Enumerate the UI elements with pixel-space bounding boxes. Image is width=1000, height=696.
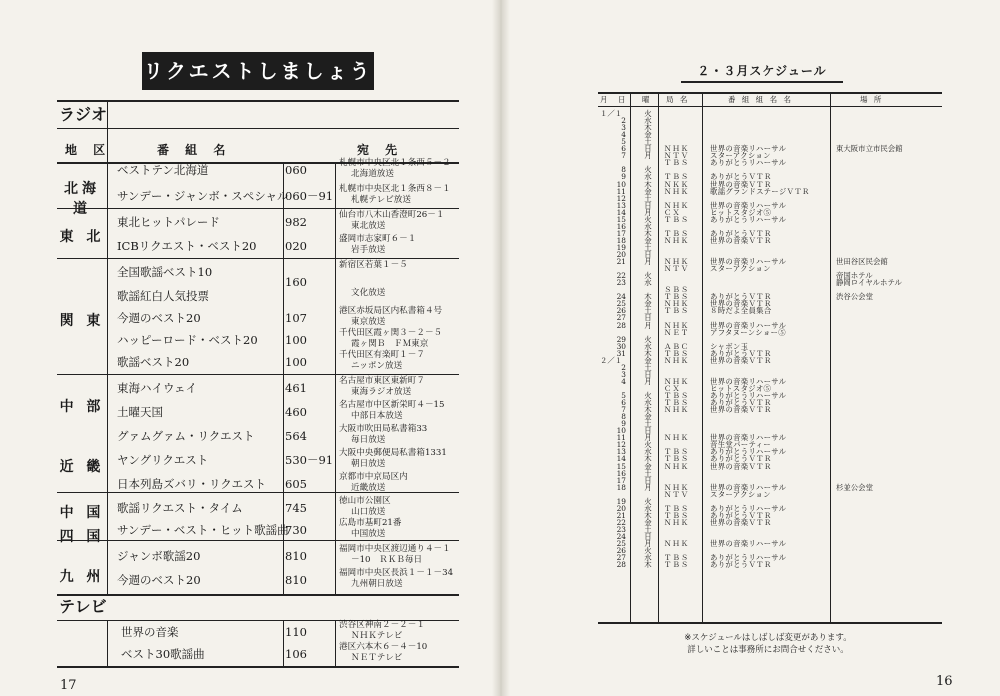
schedule-row: 9 水 ＴＢＳ ありがとうＶＴＲ [621, 172, 772, 182]
schedule-row: 4 月 ＮＨＫ 世界の音楽リハーサル [621, 376, 787, 386]
schedule-row: 18 金 ＮＨＫ 世界の音楽ＶＴＲ [616, 235, 772, 245]
region-chugoku: 中 国 [59, 505, 105, 521]
schedule-row: 2 水 [621, 116, 652, 126]
schedule-row: 7 月 ＮＴＶ スターアクション [621, 151, 771, 161]
schedule-row: 23 土 [616, 524, 652, 534]
radio-heading: ラジオ [59, 105, 108, 124]
schedule-row: 11 金 ＮＨＫ 歌謡グランドステージＶＴＲ [616, 186, 810, 196]
page-number-right: 16 [936, 674, 953, 689]
schedule-row: 3 日 [621, 369, 652, 379]
schedule-row: 23 水 静岡ロイヤルホテル [616, 278, 902, 288]
region-chubu: 中 部 [59, 399, 105, 415]
column-header-region: 地 区 [65, 143, 112, 157]
schedule-row: 9 土 [621, 419, 652, 429]
schedule-row: 12 土 [616, 193, 652, 203]
schedule-row: 14 木 ＴＢＳ ありがとうＶＴＲ [616, 454, 772, 464]
schedule-row: 15 火 ＴＢＳ ありがとうリハーサル [616, 214, 787, 224]
schedule-row: 6 水 ＴＢＳ ありがとうＶＴＲ [621, 398, 772, 408]
schedule-row: 19 火 [616, 496, 652, 506]
table-row: ベスト30歌謡曲 106 港区六本木６－４－10 ＮＥＴテレビ [121, 642, 428, 663]
schedule-row: 8 金 [621, 412, 652, 422]
schedule-row: ＴＢＳ ありがとうリハーサル [664, 158, 787, 168]
table-row: 東海ハイウェイ 461 名古屋市東区東新町７ 東海ラジオ放送 [117, 376, 425, 397]
table-row: ベストテン北海道 060 札幌市中央区北１条西５－２ 北海道放送 [117, 158, 451, 179]
schedule-row: 26 火 [616, 546, 652, 556]
schedule-row: 16 水 [616, 221, 652, 231]
region-shikoku: 四 国 [59, 529, 105, 545]
schedule-row: 7 木 ＮＨＫ 世界の音楽ＶＴＲ [621, 405, 772, 415]
region-hokkaido: 北海道 [64, 181, 100, 217]
table-row: サンデー・ベスト・ヒット歌謡曲 730 広島市基町21番 中国放送 [117, 518, 402, 539]
schedule-row: 20 日 [616, 250, 652, 259]
schedule-row: ＮＴＶ スターアクション [664, 489, 771, 499]
schedule-row: 30 水 ＡＢＣ シャボン玉 [616, 341, 749, 351]
schedule-title: ２・３月スケジュール [681, 62, 843, 83]
page-number-left: 17 [60, 678, 77, 693]
schedule-row: 22 火 帝国ホテル [616, 271, 873, 281]
schedule-row: ＮＴＶ スターアクション [664, 264, 771, 274]
table-row: 歌謡ベスト20 100 千代田区有楽町１－７ ニッポン放送 [117, 350, 425, 371]
schedule-row: 13 水 ＴＢＳ ありがとうリハーサル [616, 447, 787, 457]
schedule-row: 20 水 ＴＢＳ ありがとうリハーサル [616, 503, 787, 513]
schedule-row: 21 木 ＴＢＳ ありがとうＶＴＲ [616, 510, 772, 520]
page-gutter [492, 0, 510, 696]
table-row: ICBリクエスト・ベスト20 020 盛岡市志家町６－１ 岩手放送 [117, 234, 417, 255]
schedule-row: 16 土 [616, 468, 652, 478]
schedule-row: 17 木 ＴＢＳ ありがとうＶＴＲ [616, 228, 772, 238]
column-header-destination: 宛 先 [357, 143, 404, 157]
region-kinki: 近 畿 [59, 459, 105, 475]
schedule-row: 31 木 ＴＢＳ ありがとうＶＴＲ [616, 348, 772, 358]
schedule-row: 28 月 ＮＨＫ 世界の音楽リハーサル [616, 320, 787, 330]
schedule-row: 27 水 ＴＢＳ ありがとうリハーサル [616, 553, 787, 563]
schedule-row: 4 金 [621, 130, 652, 140]
schedule-row: 5 土 [621, 137, 652, 147]
schedule-row: 8 火 [621, 165, 652, 175]
column-header-program: 番 組 名 [157, 143, 232, 157]
schedule-row: 10 木 ＮＫＫ 世界の音楽ＶＴＲ [616, 179, 772, 189]
region-kyushu: 九 州 [59, 569, 105, 585]
schedule-row: 29 火 [616, 334, 652, 344]
schedule-row: 15 金 ＮＨＫ 世界の音楽ＶＴＲ [616, 461, 772, 471]
schedule-note: ※スケジュールはしばしば変更があります。 詳しいことは事務所にお問合せください。 [684, 633, 852, 655]
page-title: リクエストしましょう [142, 52, 374, 90]
schedule-row: ＮＥＴ アフタヌーンショー⑤ [664, 327, 786, 337]
schedule-row: 24 木 ＴＢＳ ありがとうＶＴＲ 渋谷公会堂 [616, 292, 873, 302]
schedule-row: ＣＸ ヒットスタジオ⑤ [664, 383, 772, 393]
schedule-row: 21 月 ＮＨＫ 世界の音楽リハーサル 世田谷区民会館 [616, 257, 888, 267]
schedule-row: 28 木 ＴＢＳ ありがとうＶＴＲ [616, 560, 772, 570]
schedule-row: 17 日 [616, 475, 652, 485]
table-row: 土曜天国 460 名古屋市中区新栄町４－15 中部日本放送 [117, 400, 445, 421]
schedule-row: 6 日 ＮＨＫ 世界の音楽リハーサル 東大阪市立市民会館 [621, 144, 903, 154]
table-row: 今週のベスト20 107 港区赤坂局区内私書箱４号 東京放送 [117, 306, 443, 327]
schedule-row: 25 金 ＮＨＫ 世界の音楽ＶＴＲ [616, 299, 772, 309]
schedule-row: 5 火 ＴＢＳ ありがとうリハーサル [621, 391, 787, 400]
schedule-row: 10 日 [616, 426, 652, 436]
table-row: ヤングリクエスト 530－91 大阪中央郵便局私書箱1331 朝日放送 [117, 448, 447, 469]
table-row: 東北ヒットパレード 982 仙台市八木山香澄町26－１ 東北放送 [117, 210, 445, 231]
schedule-row: ２／１ 金 ＮＨＫ 世界の音楽ＶＴＲ [600, 355, 772, 365]
schedule-row: 27 日 [616, 313, 652, 323]
table-row: グァムグァム・リクエスト 564 大阪市吹田局私書箱33 毎日放送 [117, 424, 428, 445]
tv-heading: テレビ [59, 597, 107, 616]
table-row: 歌謡リクエスト・タイム 745 徳山市公園区 山口放送 [117, 496, 391, 517]
table-row: 今週のベスト20 810 福岡市中央区長浜１－１－34 九州朝日放送 [117, 568, 454, 589]
schedule-row: 26 土 ＴＢＳ ８時だよ全員集合 [616, 306, 772, 316]
schedule-row: 19 土 [616, 242, 652, 252]
schedule-row: １／１ 火 [600, 109, 652, 118]
schedule-row: 24 日 [616, 532, 652, 541]
schedule-row: ＳＢＳ [664, 285, 690, 295]
schedule-row: 18 月 ＮＨＫ 世界の音楽リハーサル 杉並公会堂 [616, 482, 873, 492]
schedule-row: 25 月 ＮＨＫ 世界の音楽リハーサル [616, 539, 787, 549]
schedule-row: 3 木 [621, 123, 652, 133]
table-row: 歌謡紅白人気投票 文化放送 [117, 288, 386, 303]
table-row: 日本列島ズバリ・リクエスト 605 京都市中京局区内 近畿放送 [117, 472, 408, 493]
table-row: ジャンボ歌謡20 810 福岡市中央区渡辺通り４－１ －10 ＲＫＢ毎日 [117, 544, 451, 565]
schedule-row: 22 金 ＮＨＫ 世界の音楽ＶＴＲ [616, 517, 772, 527]
table-row: ハッピーロード・ベスト20 100 千代田区霞ヶ関３－２－５ 霞ヶ関Ｂ ＦＭ東京 [117, 328, 443, 349]
schedule-row: 11 月 ＮＨＫ 世界の音楽リハーサル [616, 433, 787, 443]
region-kanto: 関 東 [59, 313, 105, 329]
schedule-row: 14 月 ＣＸ ヒットスタジオ⑤ [616, 207, 772, 217]
table-row: 世界の音楽 110 渋谷区神南２－２－１ ＮＨＫテレビ [121, 620, 425, 641]
table-row: 全国歌謡ベスト10 160 新宿区若葉１－５ [117, 260, 408, 289]
magazine-spread: リクエストしましょう ラジオ 地 区 番 組 名 宛 先 北海道 東 北 関 東 中 部 近 畿 中 国 四 国 九 州 ベストテン北海道 060 札幌市中央区北１条西５－２ 北海道放送 サンデー・ジャンボ・スペシャル 060－91 札幌市中央区北１条西８－１ 札幌テレビ放送 東北ヒットパレード 982 仙台市八木山香澄町26－１ 東北放送 ICBリクエスト・ベスト20 020 盛岡市志家町６－１ 岩手放送 全国歌謡ベスト10 160 新宿区若葉１－５ 歌謡紅白人気投票 文化放送 今週のベスト20 107 港区赤坂局区内私書箱４号 東京放送 ハッピーロード・ベスト20 100 千代田区霞ヶ関３－２－５ 霞ヶ関Ｂ ＦＭ東京 歌謡ベスト20 100 千代田区有楽町１－７ ニッポン放送 東海ハイウェイ 461 名古屋市東区東新町７ 東海ラジオ放送 土曜天国 460 名古屋市中区新栄町４－15 中部日本放送 グァムグァム・リクエスト 564 大阪市吹田局私書箱33 毎日放送 ヤングリクエスト 530－91 大阪中央郵便局私書箱1331 朝日放送 日本列島ズバリ・リクエスト 605 京都市中京局区内 近畿放送 歌謡リクエスト・タイム 745 徳山市公園区 山口放送 サンデー・ベスト・ヒット歌謡曲 730 広島市基町21番 中国放送 ジャンボ歌謡20 810 福岡市中央区渡辺通り４－１ －10 ＲＫＢ毎日 今週のベスト20 810 福岡市中央区長浜１－１－34 九州朝日放送 テレビ 世界の音楽 110 渋谷区神南２－２－１ ＮＨＫテレビ ベスト30歌謡曲 106 港区六本木６－４－10 ＮＥＴテレビ 17 ２・３月スケジュール 月 日 曜 局 名 番 組 組 名 名 場 所 １／１ 火 2 水 3 木 4 金 5 土 6 日 ＮＨＫ 世界の音楽リハーサル 東大阪市立市民会館 7 月 ＮＴＶ スターアクション ＴＢＳ ありがとうリハーサル 8 火 9 水 ＴＢＳ ありがとうＶＴＲ 10 木 ＮＫＫ 世界の音楽ＶＴＲ 11 金 ＮＨＫ 歌謡グランドステージＶＴＲ 12 土 13 日 ＮＨＫ 世界の音楽リハーサル 14 月 ＣＸ ヒットスタジオ⑤ 15 火 ＴＢＳ ありがとうリハーサル 16 水 17 木 ＴＢＳ ありがとうＶＴＲ 18 金 ＮＨＫ 世界の音楽ＶＴＲ 19 土 20 日 21 月 ＮＨＫ 世界の音楽リハーサル 世田谷区民会館 ＮＴＶ スターアクション 22 火 帝国ホテル 23 水 静岡ロイヤルホテル ＳＢＳ 24 木 ＴＢＳ ありがとうＶＴＲ 渋谷公会堂 25 金 ＮＨＫ 世界の音楽ＶＴＲ 26 土 ＴＢＳ ８時だよ全員集合 27 日 28 月 ＮＨＫ 世界の音楽リハーサル ＮＥＴ アフタヌーンショー⑤ 29 火 30 水 ＡＢＣ シャボン玉 31 木 ＴＢＳ ありがとうＶＴＲ ２／１ 金 ＮＨＫ 世界の音楽ＶＴＲ 2 土 3 日 4 月 ＮＨＫ 世界の音楽リハーサル ＣＸ ヒットスタジオ⑤ 5 火 ＴＢＳ ありがとうリハーサル 6 水 ＴＢＳ ありがとうＶＴＲ 7 木 ＮＨＫ 世界の音楽ＶＴＲ 8 金 9 土 10 日 11 月 ＮＨＫ 世界の音楽リハーサル 12 火 音生堂パーティー 13 水 ＴＢＳ ありがとうリハーサル 14 木 ＴＢＳ ありがとうＶＴＲ 15 金 ＮＨＫ 世界の音楽ＶＴＲ 16 土 17 日 18 月 ＮＨＫ 世界の音楽リハーサル 杉並公会堂 ＮＴＶ スターアクション 19 火 20 水 ＴＢＳ ありがとうリハーサル 21 木 ＴＢＳ ありがとうＶＴＲ 22 金 ＮＨＫ 世界の音楽ＶＴＲ 23 土 24 日 25 月 ＮＨＫ 世界の音楽リハーサル 26 火 27 水 ＴＢＳ ありがとうリハーサル 28 木 ＴＢＳ ありがとうＶＴＲ ※スケジュールはしばしば変更があります。 詳しいことは事務所にお問合せください。 16 [0, 0, 1000, 696]
table-row: サンデー・ジャンボ・スペシャル 060－91 札幌市中央区北１条西８－１ 札幌テレビ放送 [117, 184, 451, 205]
region-tohoku: 東 北 [59, 229, 105, 245]
schedule-row: 12 火 音生堂パーティー [616, 440, 771, 450]
schedule-row: 2 土 [621, 362, 652, 372]
schedule-row: 13 日 ＮＨＫ 世界の音楽リハーサル [616, 200, 787, 210]
